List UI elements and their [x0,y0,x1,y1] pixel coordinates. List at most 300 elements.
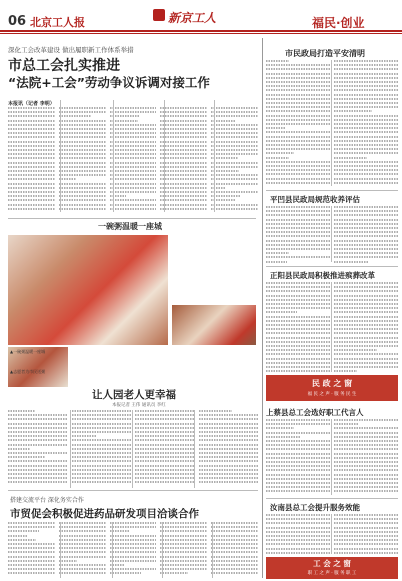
body-text-line [266,115,330,117]
body-text-line [72,481,132,483]
body-text-line [110,539,157,541]
body-text-line [110,178,157,180]
body-text-line [266,123,330,125]
body-text-line [334,140,398,142]
paper-mid-title: 新京工人 [168,11,217,25]
body-text-line [334,474,398,476]
body-text-line [110,183,157,185]
body-text-line [334,64,398,66]
body-text-line [266,106,330,108]
body-text-line [266,543,330,545]
body-text-line [266,178,330,180]
body-text-line [211,530,258,532]
right-article-3-body [266,282,398,374]
body-text-line [211,149,258,151]
body-text-line [135,473,195,475]
body-text-line [334,514,398,516]
body-text-line [59,199,106,201]
body-text-line [334,453,398,455]
body-text-line [334,152,398,154]
body-text-line [266,89,330,91]
body-text-line [8,157,55,159]
body-text-line [334,353,398,355]
body-text-line [334,77,398,79]
body-text-line [8,522,55,524]
body-text-line [199,456,259,458]
body-text-line [211,107,258,109]
body-text-line [266,465,330,467]
body-text-line [211,556,258,558]
body-text-line [266,85,330,87]
body-text-line [110,141,157,143]
body-text-line [160,522,207,524]
body-text-line [334,173,398,175]
body-text-line [334,131,398,133]
body-text-line [8,208,55,210]
body-text-line [59,530,106,532]
mid-article-byline: 本报记者 王伟 通讯员 李红 [112,403,166,408]
body-text-line [59,547,106,549]
body-text-line [59,178,76,180]
body-text-line [160,157,207,159]
body-text-line [8,431,68,433]
body-text-line [8,191,55,193]
body-text-line [266,136,330,138]
body-text-line [334,85,398,87]
body-text-line [334,127,398,129]
body-text-line [266,444,330,446]
body-text-line [160,187,207,189]
body-text-line [334,240,398,242]
body-text-line [8,539,36,541]
body-text-line [211,208,258,210]
body-text-line [266,127,286,129]
body-text-line [160,178,207,180]
body-text-line [211,568,258,570]
body-text-line [59,174,106,176]
body-text-line [266,436,301,438]
body-text-line [59,526,106,528]
banner-bottom-title: 工 会 之 窗 [313,559,351,568]
body-text-line [334,522,398,524]
body-text-line [160,547,207,549]
body-text-line [160,174,207,176]
body-text-line [266,316,330,318]
body-text-line [266,299,330,301]
page-section: 福民·创业 [312,16,365,30]
body-text-line [266,370,330,372]
photo-caption-1: ▲一碗粥温暖一座城 [10,349,46,354]
body-text-line [334,295,398,297]
body-text-line [266,432,330,434]
body-text-line [266,261,287,263]
right-article-5-title: 汝南县总工会提升服务效能 [270,503,360,512]
body-text-line [334,548,398,550]
body-text-line [160,564,207,566]
body-text-line [8,141,55,143]
body-text-line [266,290,330,292]
body-text-line [110,157,157,159]
body-text-line [266,366,330,368]
body-text-line [135,481,195,483]
body-text-line [199,435,259,437]
body-text-line [334,362,398,364]
body-text-line [160,551,207,553]
body-text-line [135,431,195,433]
body-text-line [334,144,398,146]
body-text-line [8,448,30,450]
body-text-line [8,481,68,483]
body-text-line [334,286,398,288]
body-text-line [8,452,68,454]
body-text-line [266,102,330,104]
top-article-byline: 本报讯（记者 李明） [8,101,55,107]
body-text-line [110,204,157,206]
body-text-line [160,153,207,155]
body-text-line [8,178,55,180]
mid-article-title: 让人园老人更幸福 [92,389,176,401]
body-text-line [160,195,207,197]
body-text-line [334,161,398,163]
body-text-line [72,465,132,467]
body-text-line [59,120,106,122]
body-text-line [334,81,398,83]
body-text-line [110,535,157,537]
body-text-line [72,439,132,441]
body-text-line [266,423,330,425]
body-text-line [59,115,91,117]
body-text-line [110,526,157,528]
body-text-line [110,128,157,130]
body-text-line [334,527,398,529]
body-text-line [8,162,55,164]
body-text-line [266,169,330,171]
body-text-line [266,527,330,529]
body-text-line [334,290,398,292]
body-text-line [334,539,398,541]
body-text-line [8,195,55,197]
body-text-line [334,219,398,221]
photo-caption-2: ▲志愿者为市民送粥 [10,369,46,374]
body-text-line [59,572,106,574]
body-text-line [266,320,330,322]
body-text-line [135,410,195,412]
body-text-line [266,231,330,233]
body-text-line [334,136,398,138]
body-text-line [266,457,330,459]
body-text-line [72,477,132,479]
body-text-line [110,199,157,201]
body-text-line [135,448,195,450]
body-text-line [266,252,289,254]
body-text-line [59,145,106,147]
body-text-line [160,530,207,532]
body-text-line [211,551,258,553]
body-text-line [8,183,55,185]
page-number: 06 [8,14,27,29]
body-text-line [334,328,398,330]
body-text-line [59,132,106,134]
body-text-line [211,166,258,168]
body-text-line [59,204,106,206]
body-text-line [334,341,398,343]
body-text-line [211,522,258,524]
body-text-line [334,227,398,229]
masthead-rule-thin [0,33,402,34]
body-text-line [59,183,106,185]
right-article-3-title: 正阳县民政局积极推进殡葬改革 [270,271,375,280]
body-text-line [334,165,398,167]
body-text-line [8,410,35,412]
body-text-line [110,166,157,168]
body-text-line [266,240,330,242]
body-text-line [334,206,398,208]
body-text-line [110,162,157,164]
top-article-body [8,100,258,215]
banner-mid-title: 民 政 之 窗 [311,379,353,388]
body-text-line [199,410,233,412]
paper-logo [153,9,165,21]
body-text-line [199,439,259,441]
top-article-kicker: 深化工会改革建设 做出履职新工作体系举措 [8,46,134,54]
body-text-line [199,414,259,416]
body-text-line [110,124,157,126]
body-text-line [110,191,157,193]
body-text-line [266,77,330,79]
body-text-line [59,543,106,545]
body-text-line [199,431,259,433]
body-text-line [59,111,106,113]
body-text-line [135,427,195,429]
body-text-line [266,73,330,75]
body-text-line [334,440,398,442]
body-text-line [8,530,39,532]
body-text-line [72,448,132,450]
body-text-line [211,153,258,155]
body-text-line [8,469,68,471]
body-text-line [266,535,330,537]
body-text-line [211,535,258,537]
body-text-line [334,324,398,326]
body-text-line [211,128,258,130]
body-text-line [110,543,157,545]
body-text-line [59,208,106,210]
body-text-line [8,136,55,138]
body-text-line [59,166,106,168]
body-text-line [266,461,330,463]
body-text-line [211,124,258,126]
body-text-line [160,526,207,528]
body-text-line [110,111,157,113]
body-text-line [266,210,330,212]
body-text-line [59,551,106,553]
body-text-line [8,199,55,201]
body-text-line [160,149,207,151]
body-text-line [334,282,398,284]
body-text-line [59,539,106,541]
banner-bottom [266,557,398,579]
body-text-line [199,473,259,475]
body-text-line [211,178,258,180]
body-text-line [160,208,207,210]
body-text-line [334,490,398,492]
body-text-line [72,444,132,446]
body-text-line [266,337,330,339]
body-text-line [334,486,398,488]
body-text-line [211,564,258,566]
body-text-line [266,98,330,100]
body-text-line [266,173,330,175]
right-article-4-title: 上蔡县总工会选好职工代言人 [266,408,364,417]
body-text-line [135,477,195,479]
body-text-line [72,456,132,458]
body-text-line [135,465,195,467]
body-text-line [8,444,68,446]
body-text-line [334,157,367,159]
body-text-line [8,560,55,562]
top-article-title-1: 市总工会扎实推进 [8,58,120,74]
body-text-line [72,435,97,437]
body-text-line [199,469,259,471]
body-text-line [334,299,398,301]
body-text-line [59,128,106,130]
body-text-line [135,456,195,458]
body-text-line [8,568,55,570]
banner-mid-sub: 福 民 之 声 · 服 务 民 生 [307,392,357,397]
body-text-line [266,161,330,163]
top-article-title-2: “法院+工会”劳动争议诉调对接工作 [8,75,210,90]
body-text-line [266,548,330,550]
body-text-line [110,187,157,189]
right-article-5-body [266,514,398,556]
body-text-line [135,439,195,441]
body-text-line [59,157,106,159]
body-text-line [110,145,157,147]
body-text-line [334,68,398,70]
body-text-line [334,123,398,125]
body-text-line [110,572,141,574]
body-text-line [334,110,372,112]
body-text-line [211,572,258,574]
body-text-line [211,539,258,541]
body-text-line [266,148,330,150]
body-text-line [266,522,330,524]
body-text-line [266,110,330,112]
body-text-line [334,427,398,429]
body-text-line [334,210,398,212]
body-text-line [266,353,330,355]
body-text-line [266,64,330,66]
body-text-line [160,568,207,570]
body-text-line [334,457,398,459]
body-text-line [8,145,55,147]
body-text-line [266,60,289,62]
body-text-line [266,440,330,442]
body-text-line [160,539,207,541]
body-text-line [266,235,330,237]
body-text-line [8,465,68,467]
body-text-line [266,328,330,330]
body-text-line [211,183,258,185]
body-text-line [266,223,330,225]
body-text-line [59,170,106,172]
body-text-line [160,132,207,134]
body-text-line [8,572,55,574]
body-text-line [266,474,330,476]
body-text-line [266,219,330,221]
body-text-line [266,341,330,343]
body-text-line [334,337,398,339]
body-text-line [266,94,330,96]
body-text-line [334,73,398,75]
body-text-line [110,522,157,524]
body-text-line [266,345,330,347]
body-text-line [334,119,398,121]
body-text-line [266,419,330,421]
mid-article-body [8,410,258,488]
body-text-line [135,435,195,437]
body-text-line [266,531,330,533]
body-text-line [266,552,330,554]
body-text-line [334,148,398,150]
paper-name: 北京工人报 [30,16,85,29]
body-text-line [266,303,330,305]
body-text-line [8,170,55,172]
body-text-line [8,418,68,420]
right-article-1-title: 市民政局打造平安清明 [285,49,365,58]
body-text-line [110,547,157,549]
body-text-line [266,482,330,484]
body-text-line [8,111,55,113]
body-text-line [59,191,106,193]
body-text-line [72,414,132,416]
body-text-line [59,153,106,155]
body-text-line [160,199,207,201]
body-text-line [110,560,157,562]
body-text-line [334,244,398,246]
body-text-line [8,120,55,122]
body-text-line [334,106,398,108]
photo-main [8,235,168,345]
body-text-line [8,132,55,134]
body-text-line [110,149,157,151]
body-text-line [8,535,28,537]
body-text-line [8,166,55,168]
body-text-line [8,187,55,189]
body-text-line [211,162,258,164]
body-text-line [266,486,330,488]
right-article-4-body [266,419,398,497]
body-text-line [334,444,398,446]
body-text-line [160,128,207,130]
body-text-line [135,469,195,471]
body-text-line [8,477,68,479]
body-text-line [110,132,157,134]
body-text-line [266,362,330,364]
body-text-line [334,256,398,258]
body-text-line [199,452,259,454]
body-text-line [8,547,55,549]
body-text-line [199,427,259,429]
photo-side [172,305,256,345]
body-text-line [59,141,106,143]
body-text-line [59,522,106,524]
body-text-line [8,128,55,130]
body-text-line [72,460,132,462]
body-text-line [8,414,68,416]
photo-title: 一碗粥温暖一座城 [98,222,162,231]
body-text-line [8,174,55,176]
